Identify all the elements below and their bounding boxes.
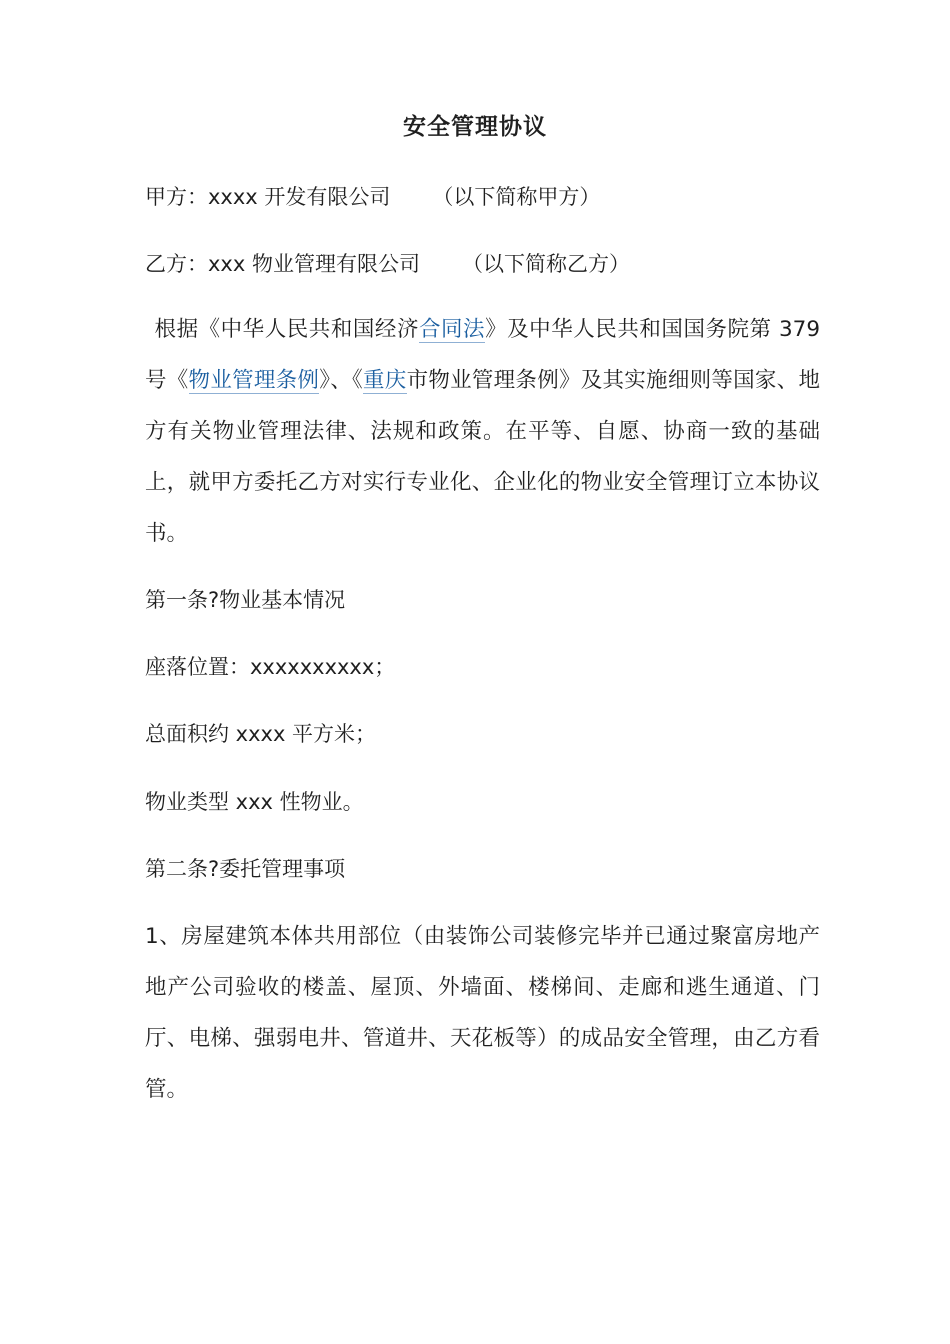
article-1-heading: 第一条?物业基本情况 [145, 588, 346, 612]
preamble-text-1: 根据《中华人民共和国经济 [154, 317, 419, 342]
chongqing-link[interactable]: 重庆 [363, 368, 407, 393]
article-2-item-1: 1、房屋建筑本体共用部位（由装饰公司装修完毕并已通过聚富房地产地产公司验收的楼盖、屋顶、外墙面、楼梯间、走廊和逃生通道、门厅、电梯、强弱电井、管道井、天花板等）的成品安全管理，由乙方看管。 [145, 924, 820, 1102]
article-1-area: 总面积约 xxxx 平方米； [145, 722, 377, 746]
article-1-location: 座落位置：xxxxxxxxxx； [145, 655, 396, 679]
party-a-label: 甲方：xxxx 开发有限公司 [145, 185, 391, 209]
property-regulation-link[interactable]: 物业管理条例 [188, 368, 320, 393]
preamble-text-4: 市物业管理条例》及其实施细则等国家、地方有关物业管理法律、法规和政策。在平等、自愿、协商一致的基础上，就甲方委托乙方对实行专业化、企业化的物业安全管理订立本协议书。 [145, 368, 820, 546]
preamble-paragraph [145, 304, 820, 559]
contract-law-link[interactable]: 合同法 [418, 317, 486, 342]
article-1-type: 物业类型 xxx 性物业。 [145, 790, 364, 814]
party-b-line [145, 249, 630, 279]
party-b-label: 乙方：xxx 物业管理有限公司 [145, 252, 420, 276]
party-a-line [145, 182, 600, 212]
preamble-text-2: 》及中华人民共和国国务院第 379 号《 [145, 317, 820, 393]
party-b-note: （以下简称乙方） [461, 252, 630, 276]
preamble-text-3: 》、《 [319, 368, 364, 393]
party-a-note: （以下简称甲方） [432, 185, 601, 209]
article-2-heading: 第二条?委托管理事项 [145, 857, 346, 881]
document-title: 安全管理协议 [403, 114, 547, 140]
